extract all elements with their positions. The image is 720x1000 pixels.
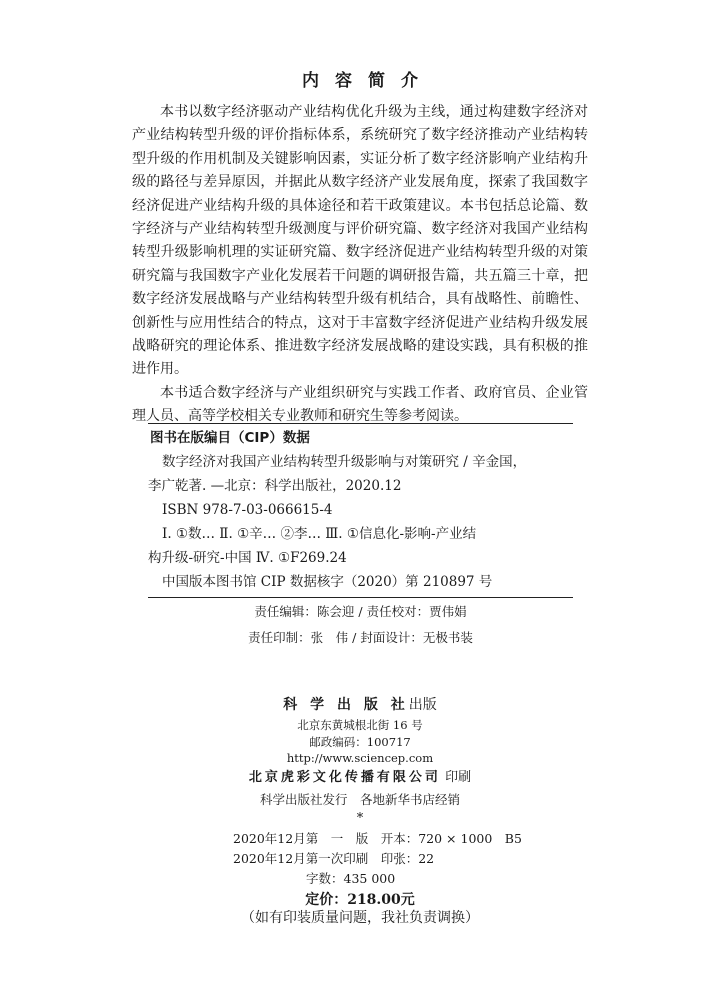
price: 定价：218.00元 xyxy=(305,892,415,908)
separator-star: * xyxy=(356,811,364,826)
cip-line: Ⅰ. ①数… Ⅱ. ①辛… ②李… Ⅲ. ①信息化-影响-产业结 xyxy=(162,526,477,542)
title-char: 介 xyxy=(401,71,418,91)
cip-data-block xyxy=(148,423,573,598)
title-char: 内 xyxy=(302,71,319,91)
printer-line xyxy=(0,766,720,785)
cip-record-number: 中国版本图书馆 CIP 数据核字（2020）第 210897 号 xyxy=(162,574,493,590)
cip-isbn: ISBN 978-7-03-066615-4 xyxy=(162,502,333,518)
content-summary xyxy=(132,101,588,429)
summary-paragraph: 本书适合数字经济与产业组织研究与实践工作者、政府官员、企业管理人员、高等学校相关专业教师和研究生等参考阅读。 xyxy=(132,384,588,425)
publisher-zip: 邮政编码：100717 xyxy=(309,735,411,749)
quality-note: （如有印装质量问题，我社负责调换） xyxy=(241,910,479,926)
summary-paragraph: 本书以数字经济驱动产业结构优化升级为主线，通过构建数字经济对产业结构转型升级的评价指标体系，系统研究了数字经济推动产业结构转型升级的作用机制及关键影响因素，实证分析了数字经济影响产业结构升级的路径与差异原因，并据此从数字经济产业发展角度，探索了我国数字经济促进产业结构升级的具体途径和若干政策建议。本书包括总论篇、数字经济与产业结构转型升级测度与评价研究篇、数字经济对我国产业结构转型升级影响机理的实证研究篇、数字经济促进产业结构转型升级的对策研究篇与我国数字产业化发展若干问题的调研报告篇，共五篇三十章，把数字经济发展战略与产业结构转型升级有机结合，具有战略性、前瞻性、创新性与应用性结合的特点，这对于丰富数字经济促进产业结构升级发展战略研究的理论体系、推进数字经济发展战略的建设实践，具有积极的推进作用。 xyxy=(132,104,588,378)
editor-credits: 责任编辑：陈会迎 / 责任校对：贾伟娟 xyxy=(254,604,467,619)
publisher-line xyxy=(0,694,720,714)
cip-line: 数字经济对我国产业结构转型升级影响与对策研究 / 辛金国， xyxy=(162,454,527,470)
publisher-address: 北京东黄城根北街 16 号 xyxy=(297,718,423,732)
publisher-name: 科 学 出 版 社 xyxy=(283,697,409,713)
cip-heading: 图书在版编目（CIP）数据 xyxy=(150,430,310,446)
publisher-url: http://www.sciencep.com xyxy=(286,751,434,765)
edition-line: 2020年12月第 一 版 开本：720 × 1000 B5 xyxy=(233,831,522,846)
word-count: 字数：435 000 xyxy=(306,871,396,886)
printing-line: 2020年12月第一次印刷 印张：22 xyxy=(233,851,435,866)
cip-line: 李广乾著. —北京：科学出版社，2020.12 xyxy=(148,478,402,494)
publisher-suffix: 出版 xyxy=(408,697,437,713)
distribution-line: 科学出版社发行 各地新华书店经销 xyxy=(259,792,460,807)
page-title xyxy=(0,66,720,91)
title-char: 容 xyxy=(335,71,352,91)
title-char: 简 xyxy=(368,71,385,91)
printer-name: 北京虎彩文化传播有限公司 xyxy=(248,770,441,785)
cip-line: 构升级-研究-中国 Ⅳ. ①F269.24 xyxy=(148,550,347,566)
production-credits: 责任印制：张 伟 / 封面设计：无极书装 xyxy=(248,630,473,645)
printer-suffix: 印刷 xyxy=(445,770,472,785)
